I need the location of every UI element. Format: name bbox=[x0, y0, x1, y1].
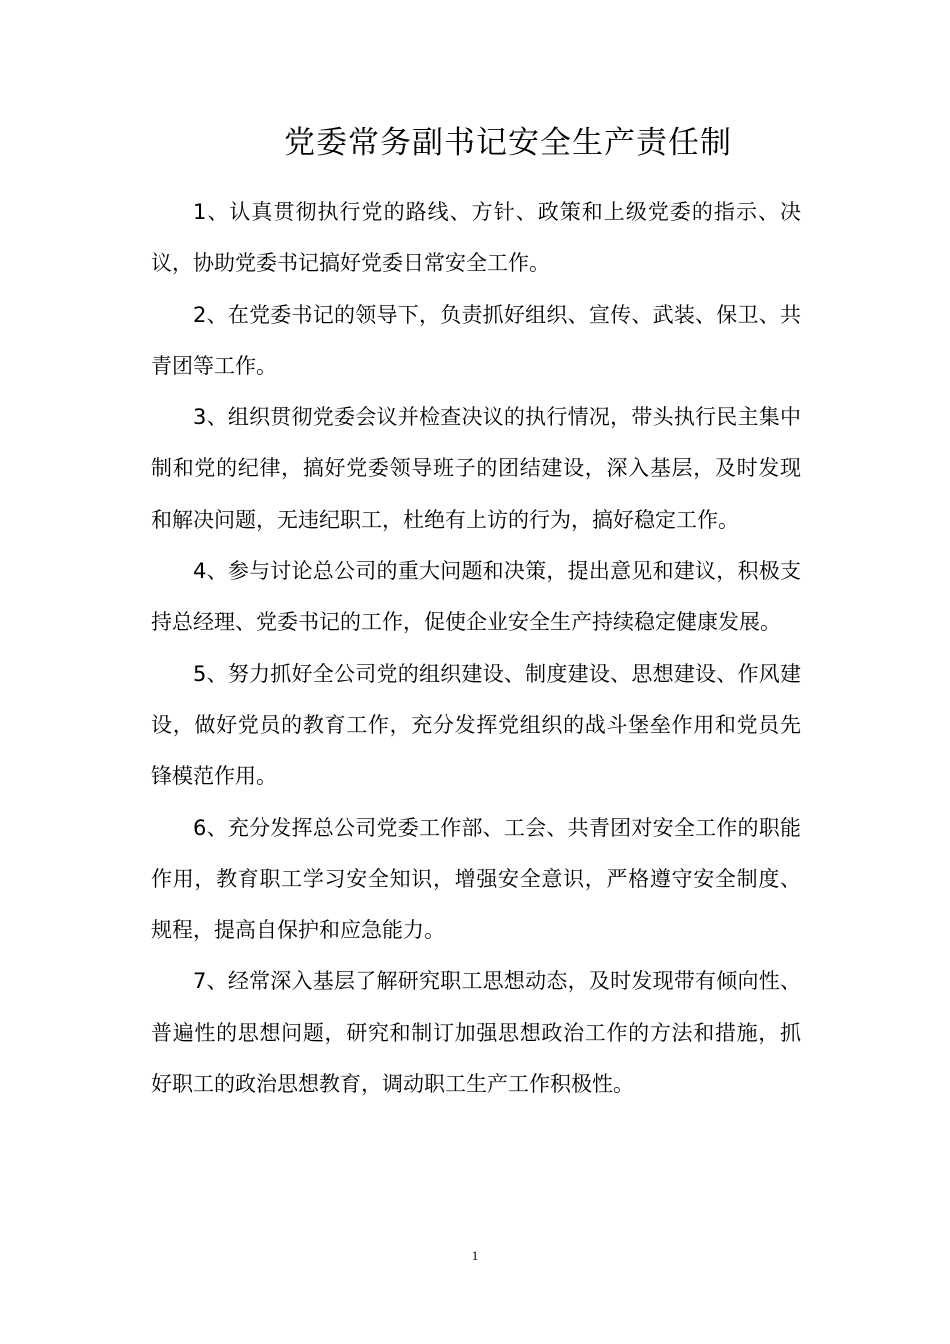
document-body bbox=[151, 187, 801, 1110]
paragraph-3: 3、组织贯彻党委会议并检查决议的执行情况，带头执行民主集中制和党的纪律，搞好党委领导班子的团结建设，深入基层，及时发现和解决问题，无违纪职工，杜绝有上访的行为，搞好稳定工作。 bbox=[151, 405, 801, 532]
paragraph-4: 4、参与讨论总公司的重大问题和决策，提出意见和建议，积极支持总经理、党委书记的工作，促使企业安全生产持续稳定健康发展。 bbox=[151, 559, 801, 635]
page-number: 1 bbox=[471, 1248, 479, 1263]
paragraph-5: 5、努力抓好全公司党的组织建设、制度建设、思想建设、作风建设，做好党员的教育工作，充分发挥党组织的战斗堡垒作用和党员先锋模范作用。 bbox=[151, 661, 801, 789]
paragraph-6: 6、充分发挥总公司党委工作部、工会、共青团对安全工作的职能作用，教育职工学习安全知识，增强安全意识，严格遵守安全制度、规程，提高自保护和应急能力。 bbox=[151, 815, 801, 943]
paragraph-7: 7、经常深入基层了解研究职工思想动态，及时发现带有倾向性、普遍性的思想问题，研究和制订加强思想政治工作的方法和措施，抓好职工的政治思想教育，调动职工生产工作积极性。 bbox=[151, 969, 801, 1097]
paragraph-2: 2、在党委书记的领导下，负责抓好组织、宣传、武装、保卫、共青团等工作。 bbox=[151, 302, 801, 378]
document-title: 党委常务副书记安全生产责任制 bbox=[284, 125, 732, 161]
paragraph-1: 1、认真贯彻执行党的路线、方针、政策和上级党委的指示、决议，协助党委书记搞好党委日常安全工作。 bbox=[151, 200, 801, 276]
